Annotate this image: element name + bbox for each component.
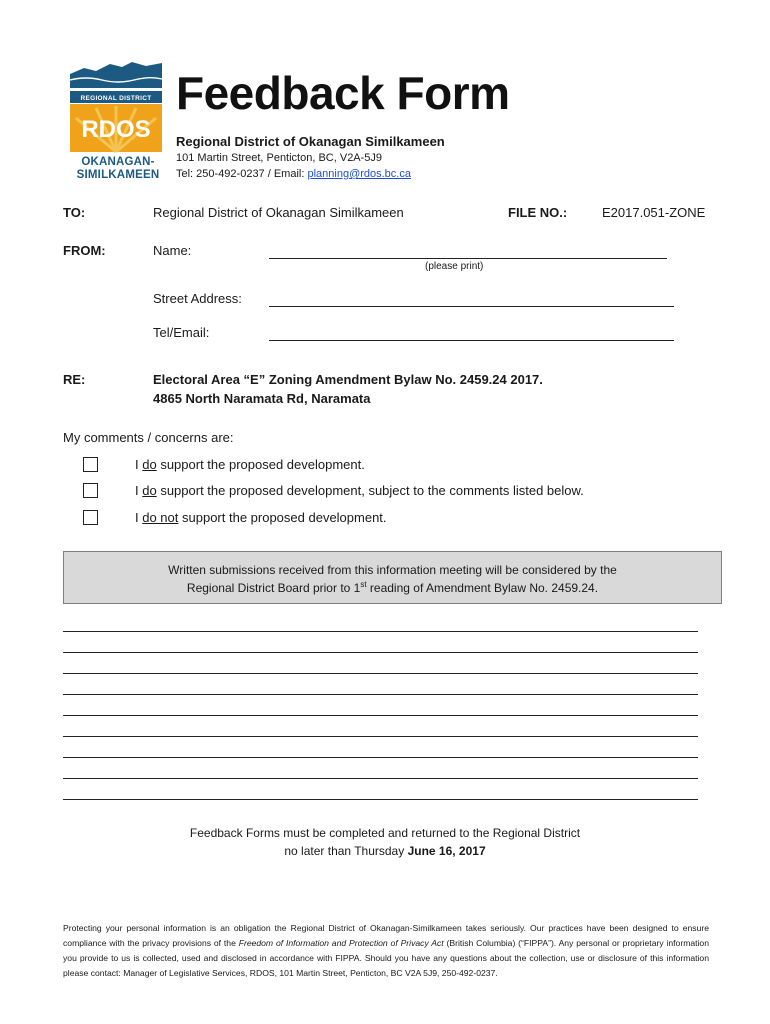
comment-line[interactable]	[63, 715, 698, 716]
support-with-comments-option-label: I do support the proposed development, subject to the comments listed below.	[135, 483, 584, 498]
re-line-2: 4865 North Naramata Rd, Naramata	[153, 391, 371, 406]
org-name: Regional District of Okanagan Similkameen	[176, 134, 445, 149]
to-label: TO:	[63, 205, 86, 220]
file-value: E2017.051-ZONE	[602, 205, 706, 220]
svg-text:REGIONAL DISTRICT: REGIONAL DISTRICT	[80, 95, 152, 102]
please-print-note: (please print)	[425, 261, 484, 272]
tel-email-label: Tel/Email:	[153, 325, 210, 340]
comment-line[interactable]	[63, 631, 698, 632]
deadline-notice: Feedback Forms must be completed and returned to the Regional District no later than Thursday June 16, 2017	[189, 826, 581, 858]
comment-line[interactable]	[63, 652, 698, 653]
tel-email-field[interactable]	[269, 340, 674, 341]
to-value: Regional District of Okanagan Similkameen	[153, 205, 404, 220]
org-address: 101 Martin Street, Penticton, BC, V2A-5J9	[176, 152, 383, 164]
from-label: FROM:	[63, 243, 106, 258]
org-contact: Tel: 250-492-0237 / Email: planning@rdos.bc.ca	[176, 168, 411, 180]
re-label: RE:	[63, 372, 86, 387]
svg-text:RDOS: RDOS	[81, 116, 151, 143]
file-label: FILE NO.:	[508, 205, 568, 220]
support-with-comments-checkbox[interactable]	[83, 483, 98, 498]
comment-line[interactable]	[63, 694, 698, 695]
page-title: Feedback Form	[176, 67, 510, 119]
support-checkbox[interactable]	[83, 457, 98, 472]
comment-line[interactable]	[63, 673, 698, 674]
re-line-1: Electoral Area “E” Zoning Amendment Bylaw No. 2459.24 2017.	[153, 372, 543, 387]
street-label: Street Address:	[153, 291, 242, 306]
privacy-statement: Protecting your personal information is an obligation the Regional District of Okanagan-Similkameen takes seriously. Our practices have been designed to ensure compliance with the privacy provisions of the Freedom of Information and Protection of Privacy Act (British Columbia) (“FIPPA”). Any personal or proprietary information you provide to us is collected, used and disclosed in accordance with FIPPA. Should you have any questions about the collection, use or disclosure of this information please contact: Manager of Legislative Services, RDOS, 101 Martin Street, Penticton, BC V2A 5J9, 250-492-0237.	[63, 923, 709, 978]
comment-line[interactable]	[63, 736, 698, 737]
comment-line[interactable]	[63, 799, 698, 800]
email-link[interactable]: planning@rdos.bc.ca	[307, 168, 411, 180]
comment-line[interactable]	[63, 778, 698, 779]
logo-wordmark: OKANAGAN- SIMILKAMEEN	[76, 156, 160, 181]
comment-line[interactable]	[63, 757, 698, 758]
do-not-support-checkbox[interactable]	[83, 510, 98, 525]
street-address-field[interactable]	[269, 306, 674, 307]
mountain-shape	[70, 62, 162, 88]
submission-notice: Written submissions received from this information meeting will be considered by the Regional District Board prior to 1st reading of Amendment Bylaw No. 2459.24.	[63, 551, 722, 604]
support-option-label: I do support the proposed development.	[135, 457, 365, 472]
name-field[interactable]	[269, 258, 667, 259]
do-not-support-option-label: I do not support the proposed development.	[135, 510, 387, 525]
name-label: Name:	[153, 243, 192, 258]
comments-heading: My comments / concerns are:	[63, 430, 234, 445]
